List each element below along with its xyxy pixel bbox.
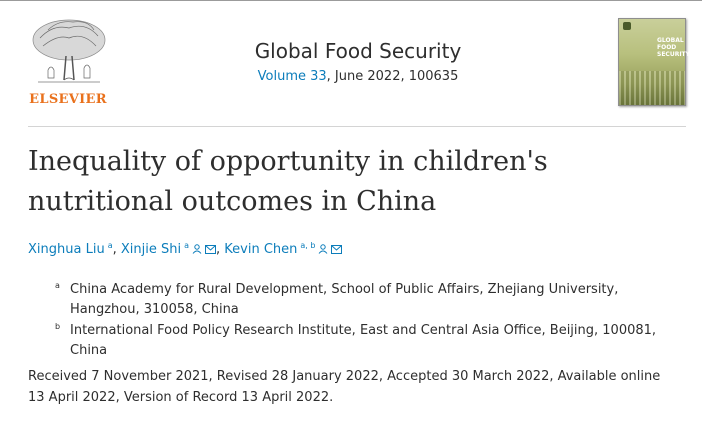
author-link[interactable]: Xinghua Liu <box>28 242 105 257</box>
journal-cover-image[interactable] <box>618 18 690 106</box>
journal-info <box>188 38 528 87</box>
author-link[interactable]: Xinjie Shi <box>120 242 182 257</box>
affiliation-label: a <box>55 281 60 290</box>
affiliation-item <box>55 280 675 320</box>
journal-header <box>28 14 690 126</box>
affiliation-item <box>55 321 675 361</box>
affiliation-text: China Academy for Rural Development, School of Public Affairs, Zhejiang University, Hangzhou, 310058, China <box>70 282 619 317</box>
affiliation-list <box>55 280 675 362</box>
envelope-icon[interactable] <box>205 241 216 261</box>
person-icon[interactable] <box>318 241 328 261</box>
article-title: Inequality of opportunity in children's nutritional outcomes in China <box>28 146 548 217</box>
volume-link[interactable]: Volume 33 <box>257 69 327 84</box>
person-icon[interactable] <box>192 241 202 261</box>
author-affil-sup[interactable]: a, b <box>300 241 316 250</box>
author-separator: , <box>112 242 117 257</box>
cover-title-text: GLOBAL FOOD SECURITY <box>657 37 690 58</box>
envelope-icon[interactable] <box>331 241 342 261</box>
issue-info: , June 2022, 100635 <box>326 69 459 84</box>
affiliation-label: b <box>55 322 61 331</box>
author-link[interactable]: Kevin Chen <box>224 242 298 257</box>
header-divider <box>28 126 686 127</box>
elsevier-logo[interactable] <box>28 16 110 108</box>
article-history: Received 7 November 2021, Revised 28 January 2022, Accepted 30 March 2022, Available online 13 April 2022, Version of Record 13 April 2022. <box>28 369 661 405</box>
author-affil-sup[interactable]: a <box>107 241 113 250</box>
cover-field-image <box>619 71 685 105</box>
elsevier-wordmark: ELSEVIER <box>29 92 107 107</box>
elsevier-tree-icon <box>28 16 110 92</box>
top-border <box>0 0 702 1</box>
journal-title-link[interactable]: Global Food Security <box>254 39 462 63</box>
author-list <box>28 236 342 261</box>
author-separator: , <box>216 242 221 257</box>
affiliation-text: International Food Policy Research Institute, East and Central Asia Office, Beijing, 100081, China <box>70 323 657 358</box>
journal-issue-line <box>188 67 528 87</box>
cover-publisher-mark <box>623 22 631 30</box>
author-affil-sup[interactable]: a <box>184 241 189 250</box>
